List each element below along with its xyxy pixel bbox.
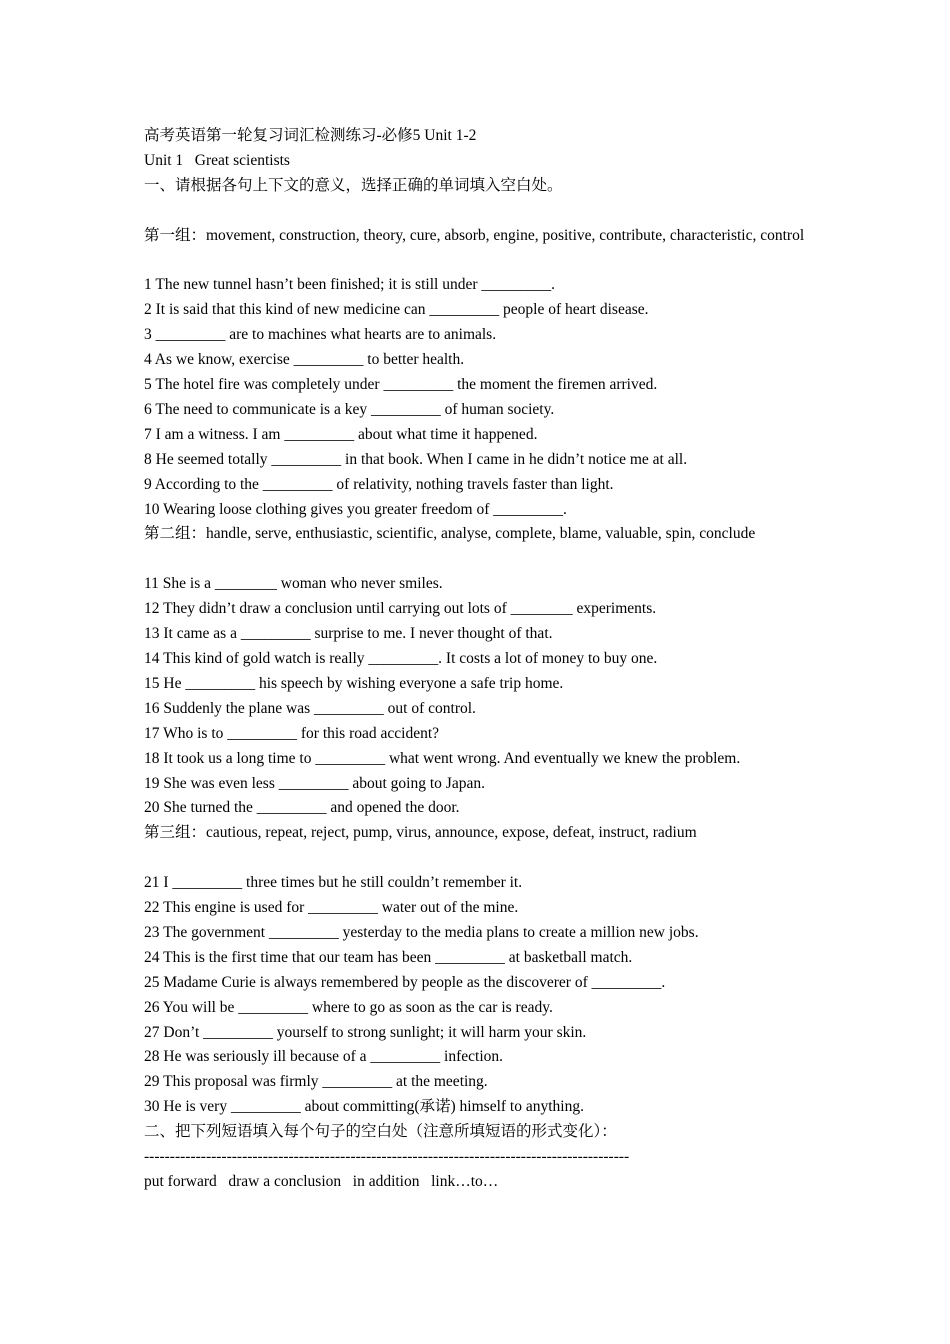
exercise-item-8: 8 He seemed totally _________ in that book. When I came in he didn’t notice me at all. xyxy=(144,450,688,468)
exercise-item-21: 21 I _________ three times but he still couldn’t remember it. xyxy=(144,874,523,892)
exercise-item-7: 7 I am a witness. I am _________ about what time it happened. xyxy=(144,425,538,443)
exercise-item-13: 13 It came as a _________ surprise to me. I never thought of that. xyxy=(144,625,553,643)
exercise-item-10: 10 Wearing loose clothing gives you greater freedom of _________. xyxy=(144,500,567,518)
unit-heading: Unit 1 Great scientists xyxy=(144,151,290,169)
document-page xyxy=(144,124,816,1195)
exercise-item-30: 30 He is very _________ about committing(承诺) himself to anything. xyxy=(144,1098,584,1116)
exercise-item-22: 22 This engine is used for _________ water out of the mine. xyxy=(144,899,519,917)
exercise-item-18: 18 It took us a long time to _________ what went wrong. And eventually we knew the problem. xyxy=(144,749,741,767)
spacer xyxy=(144,249,816,274)
section1-instruction: 一、请根据各句上下文的意义，选择正确的单词填入空白处。 xyxy=(144,176,563,194)
exercise-item-11: 11 She is a ________ woman who never smiles. xyxy=(144,575,443,593)
exercise-item-14: 14 This kind of gold watch is really _________. It costs a lot of money to buy one. xyxy=(144,649,658,667)
exercise-item-26: 26 You will be _________ where to go as soon as the car is ready. xyxy=(144,998,553,1016)
exercise-item-1: 1 The new tunnel hasn’t been finished; it is still under _________. xyxy=(144,276,555,294)
exercise-item-25: 25 Madame Curie is always remembered by people as the discoverer of _________. xyxy=(144,973,666,991)
exercise-item-27: 27 Don’t _________ yourself to strong sunlight; it will harm your skin. xyxy=(144,1023,587,1041)
exercise-item-28: 28 He was seriously ill because of a _________ infection. xyxy=(144,1048,503,1066)
dashed-divider: ---------------------------------------------------------------------------------------------- xyxy=(144,1148,630,1166)
exercise-item-16: 16 Suddenly the plane was _________ out of control. xyxy=(144,699,476,717)
exercise-item-3: 3 _________ are to machines what hearts are to animals. xyxy=(144,326,497,344)
exercise-item-20: 20 She turned the _________ and opened the door. xyxy=(144,799,460,817)
exercise-item-12: 12 They didn’t draw a conclusion until carrying out lots of ________ experiments. xyxy=(144,600,657,618)
exercise-item-23: 23 The government _________ yesterday to the media plans to create a million new jobs. xyxy=(144,923,699,941)
spacer xyxy=(144,846,816,871)
exercise-item-15: 15 He _________ his speech by wishing everyone a safe trip home. xyxy=(144,674,564,692)
document-title: 高考英语第一轮复习词汇检测练习-必修5 Unit 1-2 xyxy=(144,127,477,144)
spacer xyxy=(144,199,816,224)
exercise-item-24: 24 This is the first time that our team has been _________ at basketball match. xyxy=(144,948,633,966)
exercise-item-5: 5 The hotel fire was completely under _________ the moment the firemen arrived. xyxy=(144,376,658,394)
exercise-item-2: 2 It is said that this kind of new medicine can _________ people of heart disease. xyxy=(144,301,649,319)
phrase-list: put forward draw a conclusion in addition link…to… xyxy=(144,1173,499,1190)
exercise-item-9: 9 According to the _________ of relativity, nothing travels faster than light. xyxy=(144,475,614,493)
exercise-item-19: 19 She was even less _________ about going to Japan. xyxy=(144,774,485,792)
group1-word-list: 第一组：movement, construction, theory, cure, absorb, engine, positive, contribute, characteristic, control xyxy=(144,226,805,244)
exercise-item-17: 17 Who is to _________ for this road accident? xyxy=(144,724,440,742)
exercise-item-6: 6 The need to communicate is a key _________ of human society. xyxy=(144,400,555,418)
spacer xyxy=(144,547,816,572)
group2-word-list: 第二组：handle, serve, enthusiastic, scientific, analyse, complete, blame, valuable, spin, conclude xyxy=(144,525,756,543)
section2-instruction: 二、把下列短语填入每个句子的空白处（注意所填短语的形式变化）： xyxy=(144,1123,617,1141)
exercise-item-29: 29 This proposal was firmly _________ at the meeting. xyxy=(144,1073,488,1091)
group3-word-list: 第三组：cautious, repeat, reject, pump, virus, announce, expose, defeat, instruct, radium xyxy=(144,824,697,842)
exercise-item-4: 4 As we know, exercise _________ to better health. xyxy=(144,351,465,369)
